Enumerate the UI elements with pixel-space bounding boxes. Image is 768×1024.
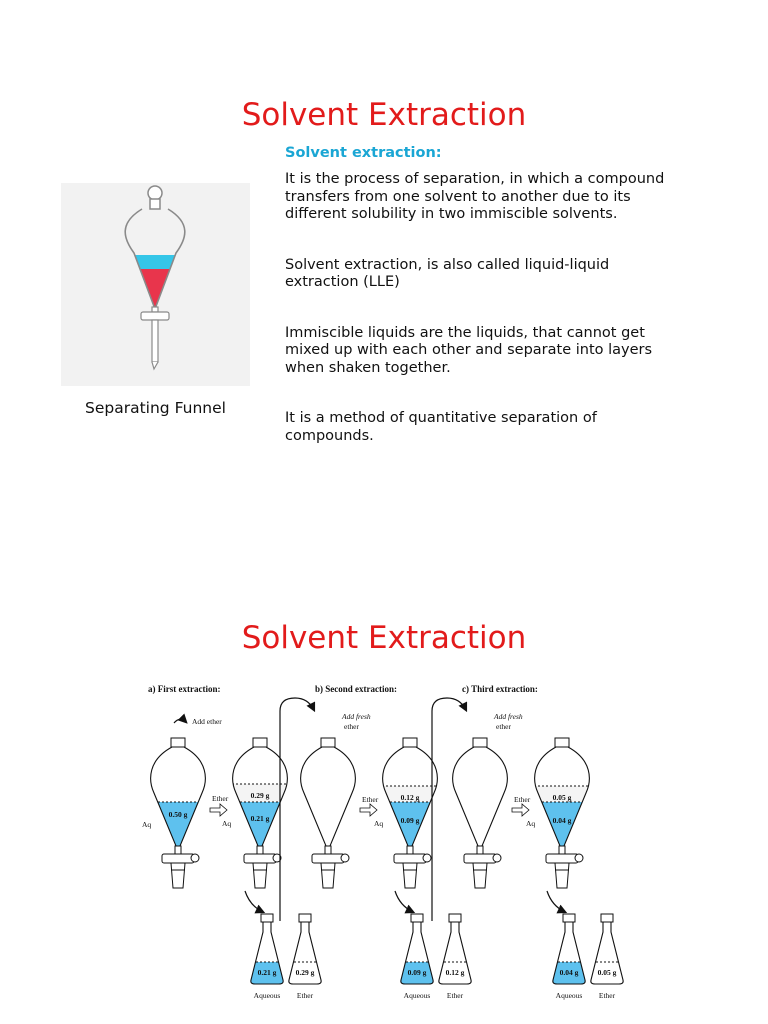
slide1-title: Solvent Extraction	[241, 97, 527, 133]
funnel-stopcock	[312, 854, 344, 863]
top-liquid-layer	[116, 255, 196, 269]
funnel-after	[228, 738, 292, 922]
funnel-stopcock	[464, 854, 496, 863]
extraction-step-1	[142, 684, 321, 1000]
flask-neck-top	[411, 914, 423, 922]
subheading: Solvent extraction:	[285, 145, 442, 161]
definition-text-block	[285, 145, 680, 445]
aq-label-after: Aq	[222, 819, 232, 828]
ether-label: Ether	[362, 795, 379, 804]
flask-neck-top	[563, 914, 575, 922]
funnel-aq-after: 0.09 g	[400, 816, 420, 825]
funnel-stopcock	[394, 854, 426, 863]
process-arrow	[210, 804, 227, 816]
aq-label-after: Aq	[374, 819, 384, 828]
stopper-icon	[148, 186, 162, 200]
funnel-after	[530, 738, 594, 922]
stopcock-icon	[141, 312, 169, 320]
funnel-fresh	[453, 738, 508, 888]
flask-neck-top	[601, 914, 613, 922]
flask-name-label: Aqueous	[253, 991, 281, 1000]
funnel-tip	[171, 863, 185, 888]
paragraph-quantitative: It is a method of quantitative separation of compounds.	[285, 410, 597, 444]
funnel-ether-amount: 0.29 g	[250, 791, 270, 800]
funnel-outline	[301, 747, 356, 846]
flask-amount-label: 0.04 g	[559, 968, 579, 977]
stopcock-knob	[191, 854, 199, 862]
add-fresh-label-2: ether	[496, 722, 511, 731]
funnel-stopper	[555, 738, 569, 747]
paragraph-lle: Solvent extraction, is also called liquid-liquid extraction (LLE)	[285, 256, 610, 290]
funnel-aq-after: 0.04 g	[552, 816, 572, 825]
aq-label: Aq	[142, 820, 152, 829]
add-ether-label: Add ether	[192, 717, 222, 726]
funnel-aq-amount: 0.50 g	[168, 810, 188, 819]
aq-label-after: Aq	[526, 819, 536, 828]
transfer-arrow	[432, 698, 466, 921]
funnel-outline	[453, 747, 508, 846]
flask-neck-top	[449, 914, 461, 922]
flask-neck-top	[261, 914, 273, 922]
slide2-title: Solvent Extraction	[241, 620, 527, 656]
funnel-stopcock	[244, 854, 276, 863]
step-heading: a) First extraction:	[148, 684, 221, 694]
funnel-stopper	[473, 738, 487, 747]
funnel-stopcock	[162, 854, 194, 863]
step-heading: c) Third extraction:	[462, 684, 538, 694]
process-arrow	[512, 804, 529, 816]
funnel-ether-amount: 0.12 g	[400, 793, 420, 802]
flask-ether	[591, 914, 623, 1000]
flask-aqueous	[247, 914, 287, 1000]
image-caption: Separating Funnel	[85, 399, 226, 417]
flask-liquid	[549, 962, 589, 992]
stopcock-knob	[575, 854, 583, 862]
funnel-before	[146, 738, 210, 922]
flask-amount-label: 0.21 g	[257, 968, 277, 977]
process-arrow	[360, 804, 377, 816]
flask-name-label: Aqueous	[555, 991, 583, 1000]
stopcock-knob	[341, 854, 349, 862]
drain-arrow	[547, 891, 565, 912]
flask-amount-label: 0.09 g	[407, 968, 427, 977]
flask-neck-top	[299, 914, 311, 922]
step-heading: b) Second extraction:	[315, 684, 397, 694]
flask-name-label: Ether	[296, 991, 314, 1000]
stopcock-knob	[423, 854, 431, 862]
flask-name-label: Aqueous	[403, 991, 431, 1000]
funnel-stopper	[321, 738, 335, 747]
funnel-tip	[473, 863, 487, 888]
drain-arrow	[395, 891, 413, 912]
funnel-aq-after: 0.21 g	[250, 814, 270, 823]
stopcock-knob	[493, 854, 501, 862]
add-fresh-label-1: Add fresh	[494, 712, 523, 721]
funnel-stopper	[253, 738, 267, 747]
extraction-diagram	[130, 676, 630, 1011]
funnel-tip	[403, 863, 417, 888]
funnel-ether-amount: 0.05 g	[552, 793, 572, 802]
flask-liquid	[397, 962, 437, 992]
separating-funnel-image	[61, 183, 250, 386]
transfer-arrow	[280, 698, 314, 921]
add-fresh-label-1: Add fresh	[342, 712, 371, 721]
funnel-tip	[321, 863, 335, 888]
extraction-step-2	[280, 684, 471, 1000]
flask-liquid	[247, 962, 287, 992]
extraction-step-3	[432, 684, 623, 1000]
funnel-fresh	[301, 738, 356, 888]
flask-name-label: Ether	[446, 991, 464, 1000]
flask-ether	[439, 914, 471, 1000]
flask-name-label: Ether	[598, 991, 616, 1000]
add-ether-arrow	[174, 719, 186, 723]
paragraph-immiscible: Immiscible liquids are the liquids, that cannot get mixed up with each other and separate into layers when shaken together.	[285, 324, 653, 376]
add-fresh-label-2: ether	[344, 722, 359, 731]
flask-ether	[289, 914, 321, 1000]
funnel-stopcock	[546, 854, 578, 863]
paragraph-definition: It is the process of separation, in which a compound transfers from one solvent to another due to its different solubility in two immiscible solvents.	[285, 171, 665, 222]
flask-aqueous	[549, 914, 589, 1000]
ether-label: Ether	[212, 794, 229, 803]
flask-amount-label: 0.05 g	[597, 968, 617, 977]
flask-amount-label: 0.29 g	[295, 968, 315, 977]
funnel-tip	[253, 863, 267, 888]
funnel-tip	[555, 863, 569, 888]
drain-arrow	[245, 891, 263, 912]
flask-aqueous	[397, 914, 437, 1000]
flask-amount-label: 0.12 g	[445, 968, 465, 977]
funnel-stopper	[171, 738, 185, 747]
funnel-stopper	[403, 738, 417, 747]
ether-label: Ether	[514, 795, 531, 804]
